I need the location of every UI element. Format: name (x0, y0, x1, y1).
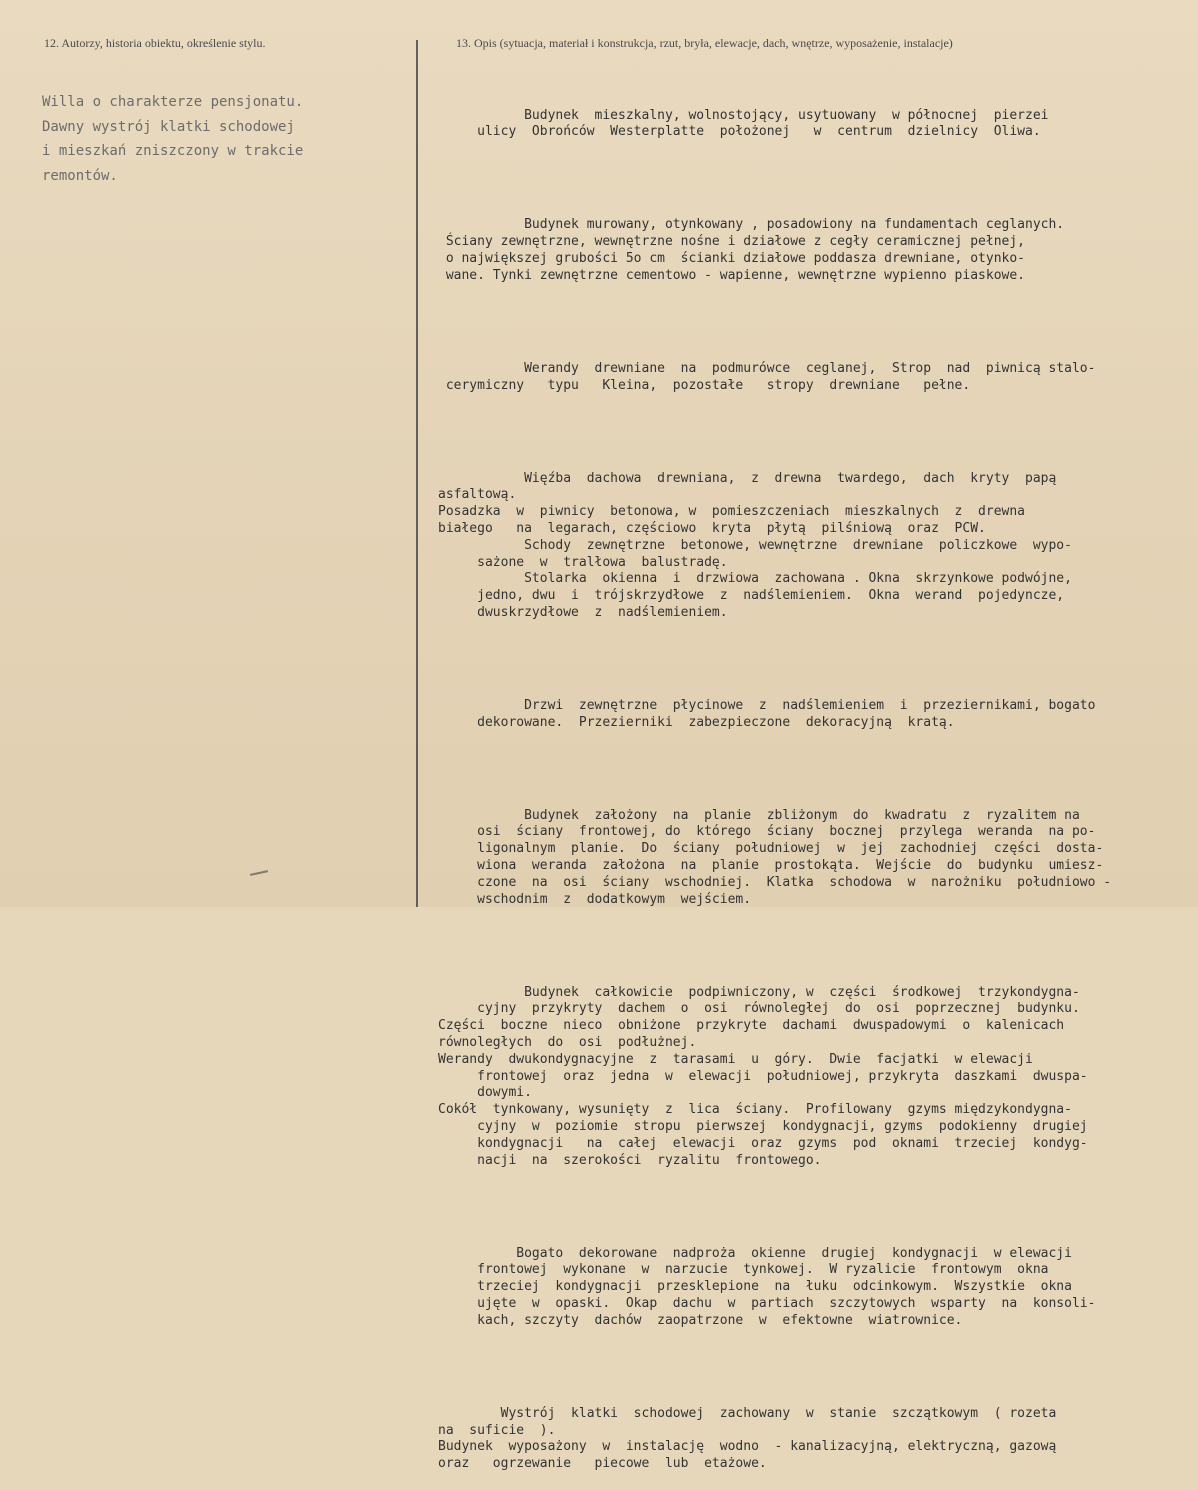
paragraph-roof-floors-joinery: Więźba dachowa drewniana, z drewna twardego, dach kryty papą asfaltową. Posadzka w piwnicy betonowa, w pomieszczeniach mieszkalnych z drewna białego na legarach, częściowo kryta płytą pilśniową oraz PCW. Schody zewnętrzne betonowe, wewnętrzne drewniane policzkowe wypo- sażone w tralłowa balustradę. Stolarka okienna i drzwiowa zachowana . Okna skrzynkowe podwójne, jedno, dwu i trójskrzydłowe z nadślemieniem. Okna werand pojedyncze, dwuskrzydłowe z nadślemieniem. (438, 470, 1072, 620)
paragraph-decoration: Bogato dekorowane nadproża okienne drugiej kondygnacji w elewacji frontowej wykonane w narzucie tynkowej. W ryzalicie frontowym okna trzeciej kondygnacji przesklepione na łuku odcinkowym. Wszystkie okna ujęte w opaski. Okap dachu w partiach szczytowych wsparty na konsoli- kach, szczyty dachów zaopatrzone w efektowne wiatrownice. (477, 1245, 1096, 1328)
paragraph-plan: Budynek założony na planie zbliżonym do kwadratu z ryzalitem na osi ściany frontowej, do którego ściany bocznej przylega weranda na po- ligonalnym planie. Do ściany południowej w jej zachodniej części dosta- wiona weranda założona na planie prostokąta. Wejście do budynku umiesz- czone na osi ściany wschodniej. Klatka schodowa w narożniku południowo - wschodnim z dodatkowym wejściem. (477, 807, 1112, 907)
paragraph-location: Budynek mieszkalny, wolnostojący, usytuowany w północnej pierzei ulicy Obrońców Westerplatte położonej w centrum dzielnicy Oliwa. (477, 107, 1049, 140)
paragraph-walls: Budynek murowany, otynkowany , posadowiony na fundamentach ceglanych. Ściany zewnętrzne, wewnętrzne nośne i działowe z cegły ceramicznej pełnej, o największej grubości 5o cm ścianki działowe poddasza drewniane, otynko- wane. Tynki zewnętrzne cementowo - wapienne, wewnętrzne wypienno piaskowe. (445, 217, 1065, 283)
section-13-header: 13. Opis (sytuacja, materiał i konstrukcja, rzut, bryła, elewacje, dach, wnętrze, wyposażenie, instalacje) (456, 36, 953, 50)
section-12-header: 12. Autorzy, historia obiektu, określenie stylu. (44, 36, 266, 50)
paragraph-verandas-ceilings: Werandy drewniane na podmurówce ceglanej, Strop nad piwnicą stalo- cerymiczny typu Kleina, pozostałe stropy drewniane pełne. (445, 360, 1096, 393)
paragraph-massing: Budynek całkowicie podpiwniczony, w części środkowej trzykondygna- cyjny przykryty dachem o osi równoległej do osi poprzecznej budynku. Części boczne nieco obniżone przykryte dachami dwuspadowymi o kalenicach równoległych do osi podłużnej. Werandy dwukondygnacyjne z tarasami u góry. Dwie facjatki w elewacji frontowej oraz jedna w elewacji południowej, przykryta daszkami dwuspa- dowymi. Cokół tynkowany, wysunięty z lica ściany. Profilowany gzyms międzykondygna- cyjny w poziomie stropu pierwszej kondygnacji, gzyms podokienny drugiej kondygnacji na całej elewacji oraz gzyms pod oknami trzeciej kondyg- nacji na szerokości ryzalitu frontowego. (438, 984, 1088, 1168)
column-divider (416, 40, 418, 907)
paragraph-doors: Drzwi zewnętrzne płycinowe z nadślemieniem i przeziernikami, bogato dekorowane. Przezierniki zabezpieczone dekoracyjną kratą. (477, 697, 1096, 730)
paragraph-interior-installations: Wystrój klatki schodowej zachowany w stanie szczątkowym ( rozeta na suficie ). Budynek wyposażony w instalację wodno - kanalizacyjną, elektryczną, gazową oraz ogrzewanie piecowe lub etażowe. (438, 1405, 1057, 1472)
history-style-text: Willa o charakterze pensjonatu. Dawny wystrój klatki schodowej i mieszkań zniszczony w trakcie remontów. (42, 94, 304, 184)
description-text (438, 74, 1194, 1490)
